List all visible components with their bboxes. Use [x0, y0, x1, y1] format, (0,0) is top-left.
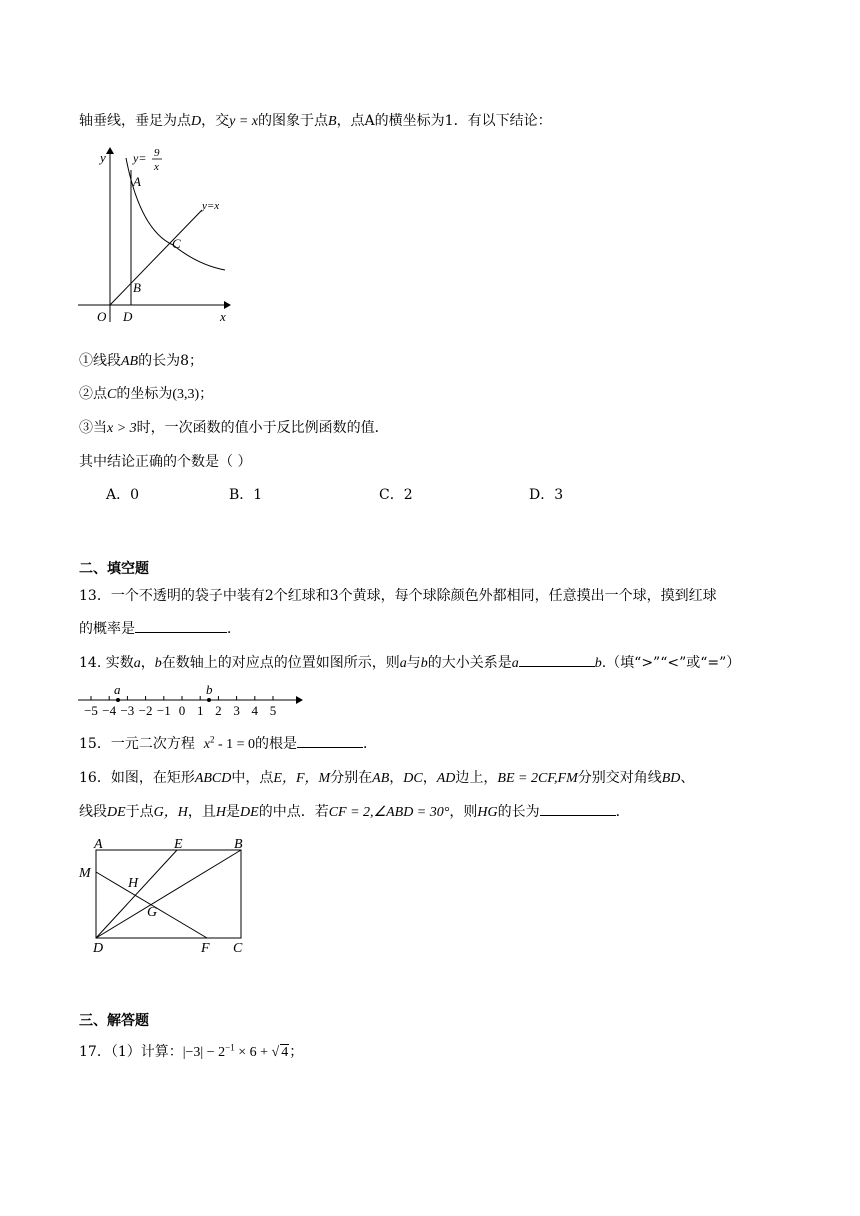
q16-line2: 线段DE于点G，H，且H是DE的中点．若CF = 2,∠ABD = 30°，则HG的长为 ．: [79, 801, 630, 821]
conclusion-1: ①线段AB的长为8；: [79, 353, 204, 369]
vertex-d-label: D: [93, 941, 104, 954]
point-h-label: H: [128, 876, 139, 891]
q13-line2: 的概率是 ．: [79, 618, 241, 638]
q12-intro: 轴垂线，垂足为点D，交y = x的图象于点B，点A的横坐标为1．有以下结论：: [79, 113, 552, 129]
number-line: [76, 680, 311, 718]
diagonal-bd: [96, 850, 241, 938]
x-axis-label: x: [220, 309, 226, 324]
option-a: A．0: [106, 487, 140, 503]
section-fill-in-title: 二、填空题: [79, 561, 149, 577]
option-c: C．2: [379, 487, 413, 503]
q14-text: 14. 实数a，b在数轴上的对应点的位置如图所示，则a与b的大小关系是a b.（填“>”“<”或“=”）: [79, 652, 740, 672]
curve-label-y: y=: [133, 151, 147, 165]
function-graph: [78, 140, 248, 325]
line-label: y=x: [202, 200, 220, 212]
point-m-label: M: [79, 866, 91, 881]
number-line-tick-label: 5: [269, 703, 277, 718]
curve-label-den: x: [154, 161, 159, 173]
q17-text: 17．（1）计算：$|-3| - 2^{-1} \times 6$ + √ 4；: [79, 1042, 304, 1060]
curve-label-num: 9: [154, 147, 160, 159]
q13-line1: 13．一个不透明的袋子中装有2个红球和3个黄球，每个球除颜色外都相同，任意摸出一个球，摸到红球: [79, 588, 717, 604]
option-d: D．3: [529, 487, 564, 503]
number-line-tick-label: −4: [102, 703, 117, 718]
option-b: B．1: [229, 487, 263, 503]
number-line-tick-label: −1: [156, 703, 171, 718]
origin-label: O: [97, 309, 107, 324]
number-line-tick-label: −5: [84, 703, 98, 718]
q14-answer-blank[interactable]: [519, 652, 595, 667]
rectangle-figure: [76, 832, 256, 954]
conclusion-2: ②点C的坐标为(3,3)；: [79, 386, 214, 402]
vertex-c-label: C: [233, 941, 243, 954]
point-g-label: G: [147, 905, 158, 920]
q16-line1: 16．如图，在矩形ABCD中，点E，F，M分别在AB，DC，AD边上，BE = 2CF,FM分别交对角线BD、: [79, 770, 695, 786]
number-line-tick-label: 4: [251, 703, 259, 718]
vertex-a-label: A: [94, 837, 103, 852]
point-b-label: b: [206, 682, 213, 697]
conclusion-3: ③当x > 3时，一次函数的值小于反比例函数的值．: [79, 420, 389, 436]
point-f-label: F: [201, 941, 210, 954]
line-y-eq-x: [110, 210, 202, 305]
vertex-b-label: B: [234, 837, 243, 852]
point-b-label: B: [133, 280, 141, 295]
q15-answer-blank[interactable]: [297, 733, 363, 748]
number-line-tick-label: 1: [196, 703, 204, 718]
point-c-label: C: [172, 236, 181, 251]
point-e-label: E: [174, 837, 183, 852]
number-line-tick-label: 3: [233, 703, 240, 718]
point-a-dot: [116, 698, 120, 702]
q12-question: 其中结论正确的个数是（ ）: [79, 454, 252, 470]
y-axis-label: y: [100, 150, 106, 165]
segment-de: [96, 850, 177, 938]
number-line-tick-label: −3: [120, 703, 135, 718]
number-line-tick-label: 0: [178, 703, 186, 718]
point-a-label: a: [114, 682, 121, 697]
q13-answer-blank[interactable]: [135, 618, 227, 633]
point-d-label: D: [123, 309, 133, 324]
q16-answer-blank[interactable]: [540, 801, 616, 816]
section-solve-title: 三、解答题: [79, 1013, 149, 1029]
q15-text: 15．一元二次方程 $x^2 - 1 = 0$的根是 ．: [79, 734, 378, 752]
number-line-tick-label: −2: [138, 703, 153, 718]
point-a-label: A: [133, 174, 141, 189]
point-b-dot: [207, 698, 211, 702]
number-line-tick-label: 2: [215, 703, 222, 718]
